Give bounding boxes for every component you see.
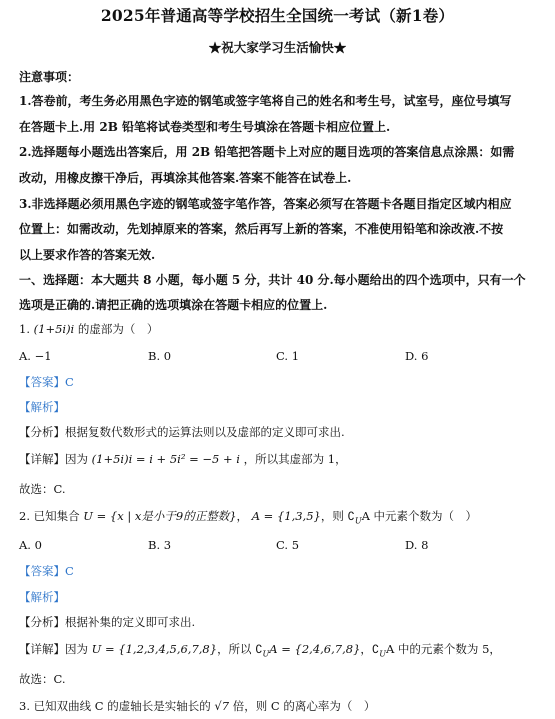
q2-conclusion: 故选：C. xyxy=(19,672,66,686)
q1-detail xyxy=(19,451,347,467)
q2-option-d: D. 8 xyxy=(405,538,429,552)
question-1-expression: (1+5i)i xyxy=(33,322,75,336)
question-3 xyxy=(19,698,375,714)
question-1-number: 1. xyxy=(19,322,30,336)
q2-analysis: 【分析】根据补集的定义即可求出. xyxy=(19,615,196,629)
q1-analysis: 【分析】根据复数代数形式的运算法则以及虚部的定义即可求出. xyxy=(19,425,345,439)
q2-detail: 【详解】因为 U = {1,2,3,4,5,6,7,8}，所以 $∁_UA = \{2,4,6,7,8\}$，$∁_UA$ 中的元素个数为 5， xyxy=(19,642,501,659)
q2-detail-mid: ，所以 ∁ xyxy=(217,642,263,656)
question-1 xyxy=(19,321,158,337)
q2-option-a: A. 0 xyxy=(19,538,42,552)
q2-option-c: C. 5 xyxy=(276,538,300,552)
notice-1a: 1.答卷前，考生务必用黑色字迹的钢笔或签字笔将自己的姓名和考生号，试室号，座位号填写 xyxy=(19,94,512,108)
question-2-comma: ， xyxy=(236,509,249,523)
exam-title: 2025年普通高等学校招生全国统一考试（新1卷） xyxy=(100,6,455,25)
question-3-text: 已知双曲线 C 的虚轴长是实轴长的 xyxy=(33,699,211,713)
q2-detail-prefix: 【详解】因为 xyxy=(19,642,88,656)
question-3-text-2: 倍，则 C 的离心率为（ ） xyxy=(232,699,376,713)
section-heading-a: 一、选择题：本大题共 8 小题，每小题 5 分，共计 40 分.每小题给出的四个选项中，只有一个 xyxy=(19,273,526,287)
section-heading-b: 选项是正确的.请把正确的选项填涂在答题卡相应的位置上. xyxy=(19,298,328,312)
q2-detail-suffix: A 中的元素个数为 5， xyxy=(385,642,501,656)
q2-detail-complement: A = {2,4,6,7,8} xyxy=(269,642,361,656)
question-1-text: 的虚部为（ ） xyxy=(77,322,159,336)
question-2-set-u: U = {x | x是小于9的正整数} xyxy=(83,509,237,523)
question-2-suffix-2: A 中元素个数为（ ） xyxy=(361,509,478,523)
notice-2b: 改动，用橡皮擦干净后，再填涂其他答案.答案不能答在试卷上. xyxy=(19,171,352,185)
notice-3a: 3.非选择题必须用黑色字迹的钢笔或签字笔作答，答案必须写在答题卡各题目指定区域内相应 xyxy=(19,197,512,211)
notice-3b: 位置上：如需改动，先划掉原来的答案，然后再写上新的答案，不准使用铅笔和涂改液.不按 xyxy=(19,222,504,236)
q1-option-b: B. 0 xyxy=(148,349,172,363)
q2-option-b: B. 3 xyxy=(148,538,172,552)
notice-3c: 以上要求作答的答案无效. xyxy=(19,248,156,262)
question-2-number: 2. xyxy=(19,509,30,523)
q2-detail-set-u: U = {1,2,3,4,5,6,7,8} xyxy=(91,642,218,656)
notice-heading: 注意事项： xyxy=(19,70,80,84)
q1-answer: 【答案】C xyxy=(19,375,74,389)
q2-detail-mid-2: ，∁ xyxy=(360,642,380,656)
q1-detail-math: (1+5i)i = i + 5i² = −5 + i xyxy=(91,452,240,466)
q1-detail-suffix: ，所以其虚部为 1， xyxy=(243,452,347,466)
question-2-suffix: ，则 ∁ xyxy=(320,509,355,523)
q2-jiexi: 【解析】 xyxy=(19,590,65,604)
notice-2a: 2.选择题每小题选出答案后，用 2B 铅笔把答题卡上对应的题目选项的答案信息点涂黑：如需 xyxy=(19,145,515,159)
q1-conclusion: 故选：C. xyxy=(19,482,66,496)
q1-option-c: C. 1 xyxy=(276,349,300,363)
question-2: 2. 已知集合 U = {x | x是小于9的正整数}， A = {1,3,5}，则 $∁_UA$ 中元素个数为（ ） xyxy=(19,509,478,526)
q1-jiexi: 【解析】 xyxy=(19,400,65,414)
question-2-prefix: 已知集合 xyxy=(33,509,80,523)
notice-1b: 在答题卡上.用 2B 铅笔将试卷类型和考生号填涂在答题卡相应位置上. xyxy=(19,120,391,134)
q2-answer: 【答案】C xyxy=(19,564,74,578)
exam-subtitle: ★祝大家学习生活愉快★ xyxy=(208,40,347,55)
question-2-set-a: A = {1,3,5} xyxy=(251,509,321,523)
q1-option-a: A. −1 xyxy=(19,349,52,363)
question-3-number: 3. xyxy=(19,699,30,713)
q1-option-d: D. 6 xyxy=(405,349,429,363)
q1-detail-prefix: 【详解】因为 xyxy=(19,452,88,466)
question-3-sqrt: √7 xyxy=(214,699,230,713)
